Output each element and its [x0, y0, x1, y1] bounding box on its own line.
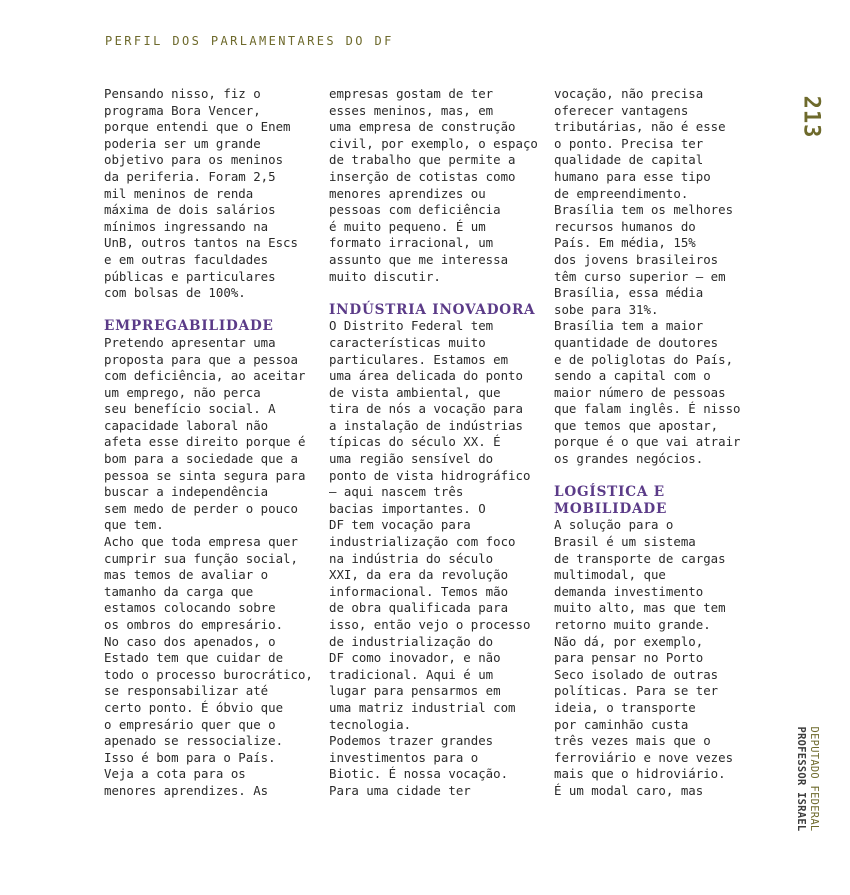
body-text-line: A solução para o: [554, 517, 674, 533]
body-text-line: Não dá, por exemplo,: [554, 633, 704, 649]
body-text-line: Biotic. É nossa vocação.: [329, 766, 509, 782]
body-text-line: bacias importantes. O: [329, 500, 486, 516]
body-text-line: pessoas com deficiência: [329, 202, 501, 218]
body-text-line: e de poliglotas do País,: [554, 351, 734, 367]
body-text-line: na indústria do século: [329, 550, 494, 566]
body-text-line: que temos que apostar,: [554, 417, 719, 433]
body-text-line: uma área delicada do ponto: [329, 368, 523, 384]
body-text-line: de obra qualificada para: [329, 600, 509, 616]
body-text-line: capacidade laboral não: [104, 417, 269, 433]
body-text-line: uma região sensível do: [329, 451, 494, 467]
body-text-line: todo o processo burocrático,: [104, 666, 313, 682]
body-text-line: proposta para que a pessoa: [104, 351, 298, 367]
body-text-line: DF tem vocação para: [329, 517, 471, 533]
body-text-line: esses meninos, mas, em: [329, 102, 494, 118]
body-text-line: menores aprendizes ou: [329, 185, 486, 201]
body-text-line: País. Em média, 15%: [554, 235, 696, 251]
body-text-line: porque entendi que o Enem: [104, 119, 291, 135]
body-text-line: poderia ser um grande: [104, 135, 261, 151]
body-text-line: tributárias, não é esse: [554, 119, 726, 135]
body-text-line: XXI, da era da revolução: [329, 567, 509, 583]
body-text-line: para pensar no Porto: [554, 650, 704, 666]
body-text-line: recursos humanos do: [554, 218, 696, 234]
section-heading: MOBILIDADE: [554, 500, 668, 517]
body-text-line: sem medo de perder o pouco: [104, 500, 298, 516]
body-text-line: investimentos para o: [329, 749, 479, 765]
body-text-line: sendo a capital com o: [554, 368, 711, 384]
body-text-line: uma matriz industrial com: [329, 699, 516, 715]
body-text-line: seu benefício social. A: [104, 401, 276, 417]
body-text-line: tradicional. Aqui é um: [329, 666, 494, 682]
body-text-line: oferecer vantagens: [554, 102, 689, 118]
body-text-line: com bolsas de 100%.: [104, 285, 246, 301]
body-text-line: formato irracional, um: [329, 235, 494, 251]
body-text-line: ponto de vista hidrográfico: [329, 467, 531, 483]
body-text-line: muito discutir.: [329, 268, 441, 284]
body-text-line: sobe para 31%.: [554, 301, 659, 317]
body-text-line: Seco isolado de outras: [554, 666, 719, 682]
body-text-line: UnB, outros tantos na Escs: [104, 235, 298, 251]
body-text-line: Pensando nisso, fiz o: [104, 86, 261, 101]
body-text-line: muito alto, mas que tem: [554, 600, 726, 616]
section-heading: INDÚSTRIA INOVADORA: [329, 301, 536, 318]
body-text-line: e em outras faculdades: [104, 251, 269, 267]
body-text-line: retorno muito grande.: [554, 617, 711, 632]
body-text-line: pessoa se sinta segura para: [104, 467, 306, 483]
body-text-line: industrialização com foco: [329, 534, 516, 550]
body-text-line: porque é o que vai atrair: [554, 434, 741, 450]
body-text-line: bom para a sociedade que a: [104, 451, 298, 467]
body-text-line: três vezes mais que o: [554, 733, 711, 749]
body-text-line: vocação, não precisa: [554, 86, 704, 101]
body-text-line: de empreendimento.: [554, 185, 689, 201]
body-text-line: maior número de pessoas: [554, 384, 726, 400]
body-text-line: certo ponto. É óbvio que: [104, 699, 284, 715]
body-text-line: programa Bora Vencer,: [104, 102, 261, 118]
body-text-line: com deficiência, ao aceitar: [104, 368, 306, 384]
body-text-line: se responsabilizar até: [104, 683, 269, 699]
body-text-line: Acho que toda empresa quer: [104, 534, 298, 550]
body-text-line: demanda investimento: [554, 583, 704, 599]
body-text-line: inserção de cotistas como: [329, 168, 516, 184]
text-column-2: [329, 86, 543, 800]
text-column-3: [554, 86, 768, 800]
body-text-line: Veja a cota para os: [104, 766, 246, 782]
body-text-line: os grandes negócios.: [554, 451, 704, 467]
body-text-line: políticas. Para se ter: [554, 683, 719, 699]
body-text-line: qualidade de capital: [554, 152, 704, 168]
body-text-line: tecnologia.: [329, 716, 412, 732]
paragraph-gap: [554, 468, 768, 485]
body-text-line: típicas do século XX. É: [329, 434, 501, 450]
body-text-line: dos jovens brasileiros: [554, 251, 719, 267]
body-text-line: No caso dos apenados, o: [104, 633, 276, 649]
body-text-line: apenado se ressocialize.: [104, 733, 284, 749]
body-text-line: tira de nós a vocação para: [329, 401, 523, 417]
body-text-line: os ombros do empresário.: [104, 617, 284, 632]
body-text-line: lugar para pensarmos em: [329, 683, 501, 699]
body-text-line: de vista ambiental, que: [329, 384, 501, 400]
body-text-line: Estado tem que cuidar de: [104, 650, 284, 666]
body-text-line: públicas e particulares: [104, 268, 276, 284]
body-text-line: objetivo para os meninos: [104, 152, 284, 168]
body-text-line: Isso é bom para o País.: [104, 749, 276, 765]
body-text-line: mil meninos de renda: [104, 185, 254, 201]
body-text-line: multimodal, que: [554, 567, 666, 583]
body-text-line: buscar a independência: [104, 484, 269, 500]
body-text-line: quantidade de doutores: [554, 334, 719, 350]
body-text-line: uma empresa de construção: [329, 119, 516, 135]
section-heading: LOGÍSTICA E: [554, 484, 665, 501]
body-text-line: humano para esse tipo: [554, 168, 711, 184]
body-text-line: assunto que me interessa: [329, 251, 509, 267]
body-text-line: DF como inovador, e não: [329, 650, 501, 666]
running-head: PERFIL DOS PARLAMENTARES DO DF: [105, 34, 394, 48]
body-text-line: um emprego, não perca: [104, 384, 261, 400]
body-text-line: menores aprendizes. As: [104, 782, 269, 798]
body-text-line: Para uma cidade ter: [329, 782, 471, 798]
section-heading: EMPREGABILIDADE: [104, 318, 274, 335]
body-text-line: mas temos de avaliar o: [104, 567, 269, 583]
body-text-line: empresas gostam de ter: [329, 86, 494, 101]
body-text-line: Brasília, essa média: [554, 285, 704, 301]
body-text-line: de industrialização do: [329, 633, 494, 649]
body-text-line: da periferia. Foram 2,5: [104, 168, 276, 184]
body-text-line: O Distrito Federal tem: [329, 318, 494, 334]
body-text-line: que tem.: [104, 517, 164, 533]
body-text-line: o ponto. Precisa ter: [554, 135, 704, 151]
body-text-line: É um modal caro, mas: [554, 782, 704, 798]
body-text-line: a instalação de indústrias: [329, 417, 523, 433]
side-label: [787, 724, 829, 834]
body-text-line: isso, então vejo o processo: [329, 617, 531, 632]
body-text-line: civil, por exemplo, o espaço: [329, 135, 538, 151]
body-text-line: afeta esse direito porque é: [104, 434, 306, 450]
text-column-1: [104, 86, 318, 800]
body-text-line: mínimos ingressando na: [104, 218, 269, 234]
body-text-line: particulares. Estamos em: [329, 351, 509, 367]
body-text-line: de trabalho que permite a: [329, 152, 516, 168]
body-text-line: Brasil é um sistema: [554, 534, 696, 550]
body-text-line: cumprir sua função social,: [104, 550, 298, 566]
paragraph-gap: [104, 302, 318, 319]
side-label-name: PROFESSOR ISRAEL: [795, 726, 807, 832]
body-text-line: ideia, o transporte: [554, 699, 696, 715]
body-text-line: é muito pequeno. É um: [329, 218, 486, 234]
side-label-title: DEPUTADO FEDERAL: [808, 726, 820, 832]
body-text-line: Pretendo apresentar uma: [104, 334, 276, 350]
body-text-line: mais que o hidroviário.: [554, 766, 726, 782]
body-text-line: o empresário quer que o: [104, 716, 276, 732]
body-text-line: por caminhão custa: [554, 716, 689, 732]
page-number-text: 213: [798, 95, 824, 139]
body-text-line: de transporte de cargas: [554, 550, 726, 566]
body-text-line: características muito: [329, 334, 486, 350]
body-text-line: estamos colocando sobre: [104, 600, 276, 616]
page-number: [793, 90, 829, 144]
body-text-line: ferroviário e nove vezes: [554, 749, 734, 765]
body-text-line: Brasília tem os melhores: [554, 202, 734, 218]
body-text-line: Podemos trazer grandes: [329, 733, 494, 749]
body-text-line: que falam inglês. É nisso: [554, 401, 741, 417]
body-text-line: têm curso superior — em: [554, 268, 726, 284]
body-text-line: Brasília tem a maior: [554, 318, 704, 334]
body-text-line: informacional. Temos mão: [329, 583, 509, 599]
body-text-line: — aqui nascem três: [329, 484, 464, 500]
paragraph-gap: [329, 285, 543, 302]
body-text-line: máxima de dois salários: [104, 202, 276, 218]
body-text-line: tamanho da carga que: [104, 583, 254, 599]
